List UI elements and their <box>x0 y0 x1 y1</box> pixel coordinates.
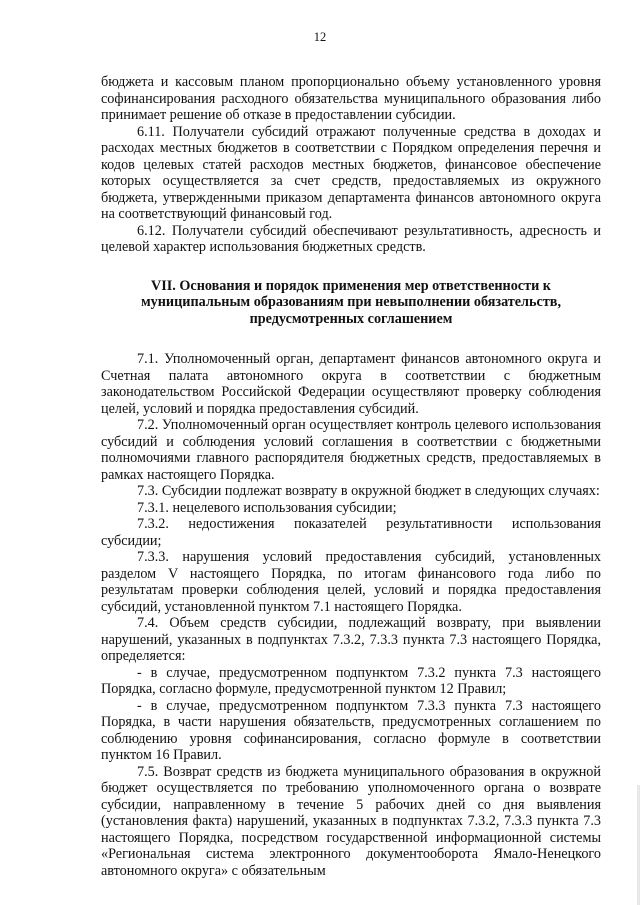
paragraph-7-5: 7.5. Возврат средств из бюджета муниципального образования в окружной бюджет осуществляется по требованию уполномоченного органа о возврате субсидии, направленному в течение 5 рабочих дней со дня выявления (установления факта) нарушений, указанных в подпунктах 7.3.2, 7.3.3 пункта 7.3 настоящего Порядка, посредством государственной информационной системы «Региональная система электронного документооборота Ямало-Ненецкого автономного округа» с обязательным <box>101 763 601 879</box>
section-heading <box>101 278 601 328</box>
paragraph-7-4-case-1: - в случае, предусмотренном подпунктом 7.3.2 пункта 7.3 настоящего Порядка, согласно формуле, предусмотренной пунктом 12 Правил; <box>101 664 601 697</box>
document-body <box>101 74 601 879</box>
section-heading-line: муниципальным образованиям при невыполнении обязательств, <box>140 294 561 310</box>
section-heading-line: предусмотренных соглашением <box>249 310 453 327</box>
paragraph-7-3-2: 7.3.2. недостижения показателей результативности использования субсидии; <box>101 516 601 549</box>
paragraph-7-3-3: 7.3.3. нарушения условий предоставления субсидий, установленных разделом V настоящего Порядка, по итогам финансового года либо по результатам проверки соблюдения целей, условий и порядка предоставления субсидий, установленной пунктом 7.1 настоящего Порядка. <box>101 549 601 615</box>
paragraph-7-3: 7.3. Субсидии подлежат возврату в окружной бюджет в следующих случаях: <box>137 483 600 499</box>
paragraph-7-3-1: 7.3.1. нецелевого использования субсидии; <box>137 499 397 516</box>
section-heading-line: VII. Основания и порядок применения мер ответственности к <box>151 277 551 294</box>
paragraph-7-1: 7.1. Уполномоченный орган, департамент финансов автономного округа и Счетная палата автономного округа в соответствии с бюджетным законодательством Российской Федерации осуществляют проверку соблюдения целей, условий и порядка предоставления субсидий. <box>101 351 601 417</box>
paragraph-6-11: 6.11. Получатели субсидий отражают полученные средства в доходах и расходах местных бюджетов в соответствии с Порядком определения перечня и кодов целевых статей расходов местных бюджетов, финансовое обеспечение которых осуществляется за счет средств, предоставляемых из окружного бюджета, утвержденными приказом департамента финансов автономного округа на соответствующий финансовый год. <box>101 123 601 222</box>
paragraph-6-12: 6.12. Получатели субсидий обеспечивают результативность, адресность и целевой характер использования бюджетных средств. <box>101 222 601 255</box>
paragraph-continuation: бюджета и кассовым планом пропорционально объему установленного уровня софинансирования расходного обязательства муниципального образования либо принимает решение об отказе в предоставлении субсидии. <box>101 74 601 123</box>
paragraph-7-4-case-2: - в случае, предусмотренном подпунктом 7.3.3 пункта 7.3 настоящего Порядка, в части нарушения обязательств, предусмотренных соглашением по соблюдению уровня софинансирования, согласно формуле в соответствии пунктом 16 Правил. <box>101 697 601 763</box>
paragraph-7-4: 7.4. Объем средств субсидии, подлежащий возврату, при выявлении нарушений, указанных в подпунктах 7.3.2, 7.3.3 пункта 7.3 настоящего Порядка, определяется: <box>101 615 601 664</box>
paragraph-7-2: 7.2. Уполномоченный орган осуществляет контроль целевого использования субсидий и соблюдения условий соглашения в соответствии с бюджетными полномочиями главного распорядителя бюджетных средств, предоставляемых в рамках настоящего Порядка. <box>101 417 601 483</box>
page-number: 12 <box>313 30 327 44</box>
